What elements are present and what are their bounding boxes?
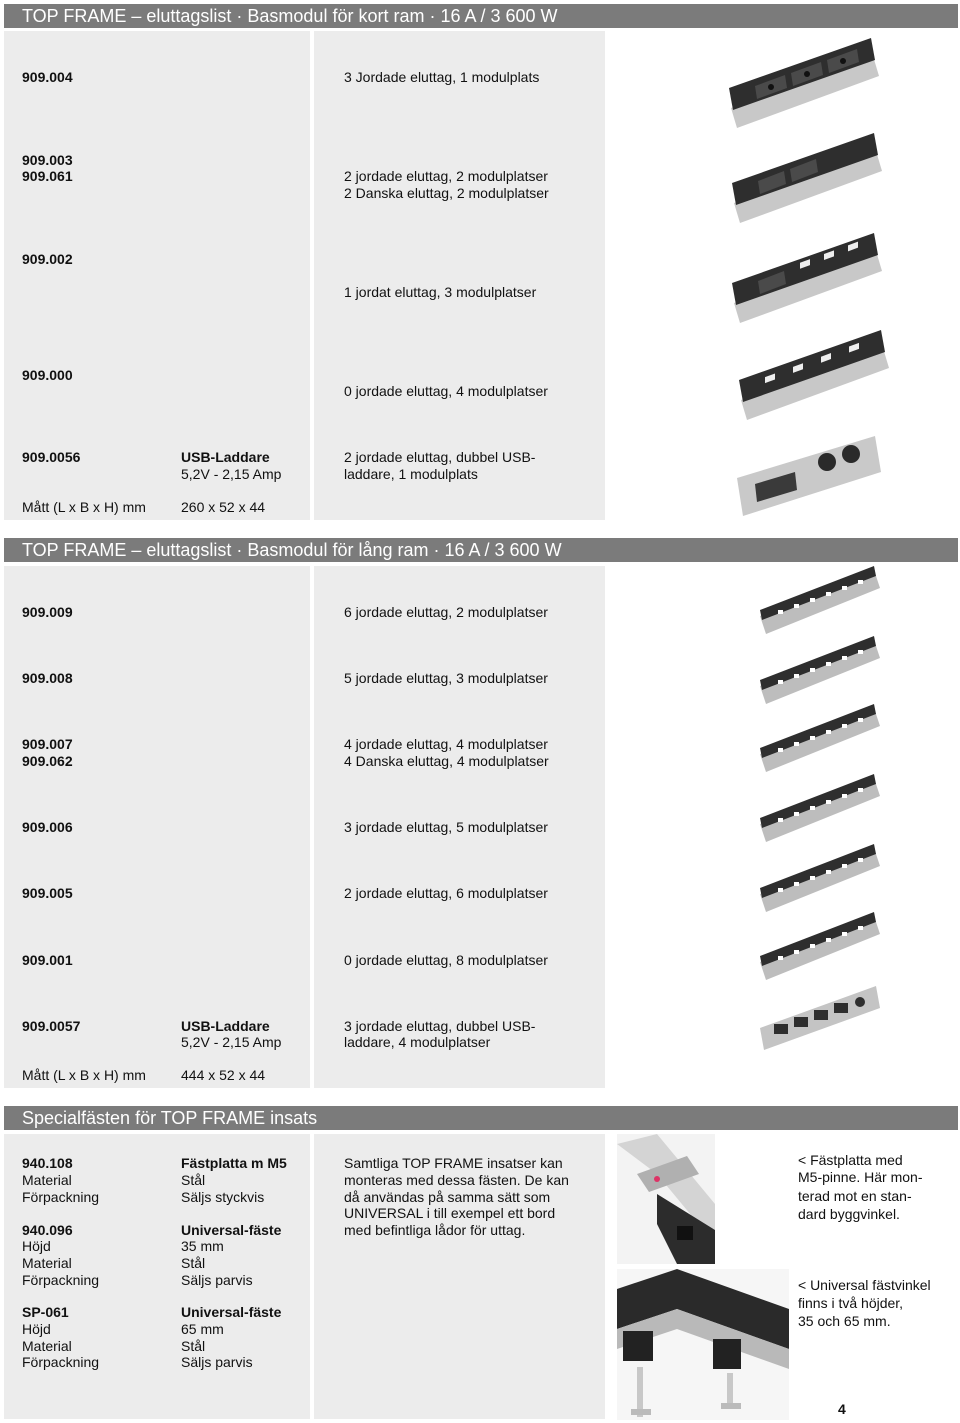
mount-code: 940.108	[22, 1155, 73, 1171]
property-value: Stål	[181, 1338, 206, 1354]
short-power-strip-image	[725, 38, 885, 130]
product-description: 0 jordade eluttag, 8 modulplatser	[344, 952, 548, 968]
usb-spec: 5,2V - 2,15 Amp	[181, 466, 282, 482]
usb-spec: 5,2V - 2,15 Amp	[181, 1034, 282, 1050]
product-description: 2 Danska eluttag, 2 modulplatser	[344, 185, 549, 201]
property-label: Höjd	[22, 1238, 51, 1254]
section-header-short-frame: TOP FRAME – eluttagslist · Basmodul för kort ram · 16 A / 3 600 W	[4, 4, 958, 28]
product-description: laddare, 4 modulplatser	[344, 1034, 491, 1050]
property-value: 65 mm	[181, 1321, 224, 1337]
property-label: Höjd	[22, 1321, 51, 1337]
dimensions-label: Mått (L x B x H) mm	[22, 499, 146, 515]
property-label: Material	[22, 1255, 72, 1271]
long-power-strip-image	[758, 912, 882, 984]
code-column-panel	[4, 31, 310, 520]
photo-caption-line: dard byggvinkel.	[798, 1206, 900, 1222]
product-code: 909.007	[22, 736, 73, 752]
photo-caption-line: < Fästplatta med	[798, 1152, 903, 1168]
product-code: 909.0056	[22, 449, 81, 465]
property-label: Material	[22, 1338, 72, 1354]
mounting-plate-photo	[617, 1134, 715, 1264]
photo-caption-line: 35 och 65 mm.	[798, 1313, 891, 1329]
product-description: 2 jordade eluttag, 6 modulplatser	[344, 885, 548, 901]
property-value: Säljs parvis	[181, 1354, 253, 1370]
photo-caption-line: finns i två höjder,	[798, 1295, 904, 1311]
property-value: Stål	[181, 1172, 206, 1188]
usb-title: USB-Laddare	[181, 449, 270, 465]
product-description: 4 Danska eluttag, 4 modulplatser	[344, 753, 549, 769]
usb-long-power-strip-image	[758, 984, 882, 1056]
dimensions-value: 444 x 52 x 44	[181, 1067, 266, 1083]
section-header-long-frame: TOP FRAME – eluttagslist · Basmodul för lång ram · 16 A / 3 600 W	[4, 538, 958, 562]
mount-name: Fästplatta m M5	[181, 1155, 287, 1171]
mount-description-line: monteras med dessa fästen. De kan	[344, 1172, 569, 1188]
property-label: Förpackning	[22, 1354, 100, 1370]
usb-title: USB-Laddare	[181, 1018, 270, 1034]
product-description: 0 jordade eluttag, 4 modulplatser	[344, 383, 548, 399]
property-value: Stål	[181, 1255, 206, 1271]
product-description: 5 jordade eluttag, 3 modulplatser	[344, 670, 548, 686]
long-power-strip-image	[758, 704, 882, 776]
product-code: 909.062	[22, 753, 73, 769]
dimensions-value: 260 x 52 x 44	[181, 499, 266, 515]
property-label: Material	[22, 1172, 72, 1188]
usb-power-strip-image	[735, 432, 885, 518]
product-description: 6 jordade eluttag, 2 modulplatser	[344, 604, 548, 620]
mount-name: Universal-fäste	[181, 1222, 282, 1238]
mount-description-line: Samtliga TOP FRAME insatser kan	[344, 1155, 563, 1171]
short-power-strip-image	[728, 133, 888, 225]
product-description: 2 jordade eluttag, dubbel USB-	[344, 449, 536, 465]
property-value: Säljs styckvis	[181, 1189, 265, 1205]
product-code: 909.005	[22, 885, 73, 901]
product-description: 3 jordade eluttag, dubbel USB-	[344, 1018, 536, 1034]
product-description: 3 jordade eluttag, 5 modulplatser	[344, 819, 548, 835]
mount-description-line: UNIVERSAL i till exempel ett bord	[344, 1205, 556, 1221]
property-value: Säljs parvis	[181, 1272, 253, 1288]
product-description: 4 jordade eluttag, 4 modulplatser	[344, 736, 548, 752]
product-code: 909.004	[22, 69, 73, 85]
photo-caption-line: M5-pinne. Här mon-	[798, 1169, 923, 1185]
long-power-strip-image	[758, 636, 882, 708]
mount-code: 940.096	[22, 1222, 73, 1238]
mount-code: SP-061	[22, 1304, 69, 1320]
property-label: Förpackning	[22, 1272, 100, 1288]
product-code: 909.0057	[22, 1018, 81, 1034]
long-power-strip-image	[758, 774, 882, 846]
product-description: 3 Jordade eluttag, 1 modulplats	[344, 69, 540, 85]
universal-mount-photo	[617, 1269, 789, 1420]
description-column-panel	[314, 31, 605, 520]
photo-caption-line: < Universal fästvinkel	[798, 1277, 931, 1293]
product-code: 909.061	[22, 168, 73, 184]
product-code: 909.003	[22, 152, 73, 168]
product-code: 909.000	[22, 367, 73, 383]
product-code: 909.009	[22, 604, 73, 620]
mount-name: Universal-fäste	[181, 1304, 282, 1320]
product-description: 1 jordat eluttag, 3 modulplatser	[344, 284, 537, 300]
product-code: 909.008	[22, 670, 73, 686]
page-number: 4	[838, 1401, 846, 1417]
mount-description-line: med befintliga lådor för uttag.	[344, 1222, 526, 1238]
product-description: 2 jordade eluttag, 2 modulplatser	[344, 168, 548, 184]
photo-caption-line: terad mot en stan-	[798, 1188, 912, 1204]
product-code: 909.006	[22, 819, 73, 835]
product-description: laddare, 1 modulplats	[344, 466, 478, 482]
short-power-strip-image	[735, 330, 895, 422]
product-code: 909.002	[22, 251, 73, 267]
short-power-strip-image	[728, 233, 888, 325]
property-value: 35 mm	[181, 1238, 224, 1254]
section-header-special-mounts: Specialfästen för TOP FRAME insats	[4, 1106, 958, 1130]
long-power-strip-image	[758, 844, 882, 916]
property-label: Förpackning	[22, 1189, 100, 1205]
product-code: 909.001	[22, 952, 73, 968]
long-power-strip-image	[758, 566, 882, 638]
mount-description-line: då användas på samma sätt som	[344, 1189, 551, 1205]
dimensions-label: Mått (L x B x H) mm	[22, 1067, 146, 1083]
